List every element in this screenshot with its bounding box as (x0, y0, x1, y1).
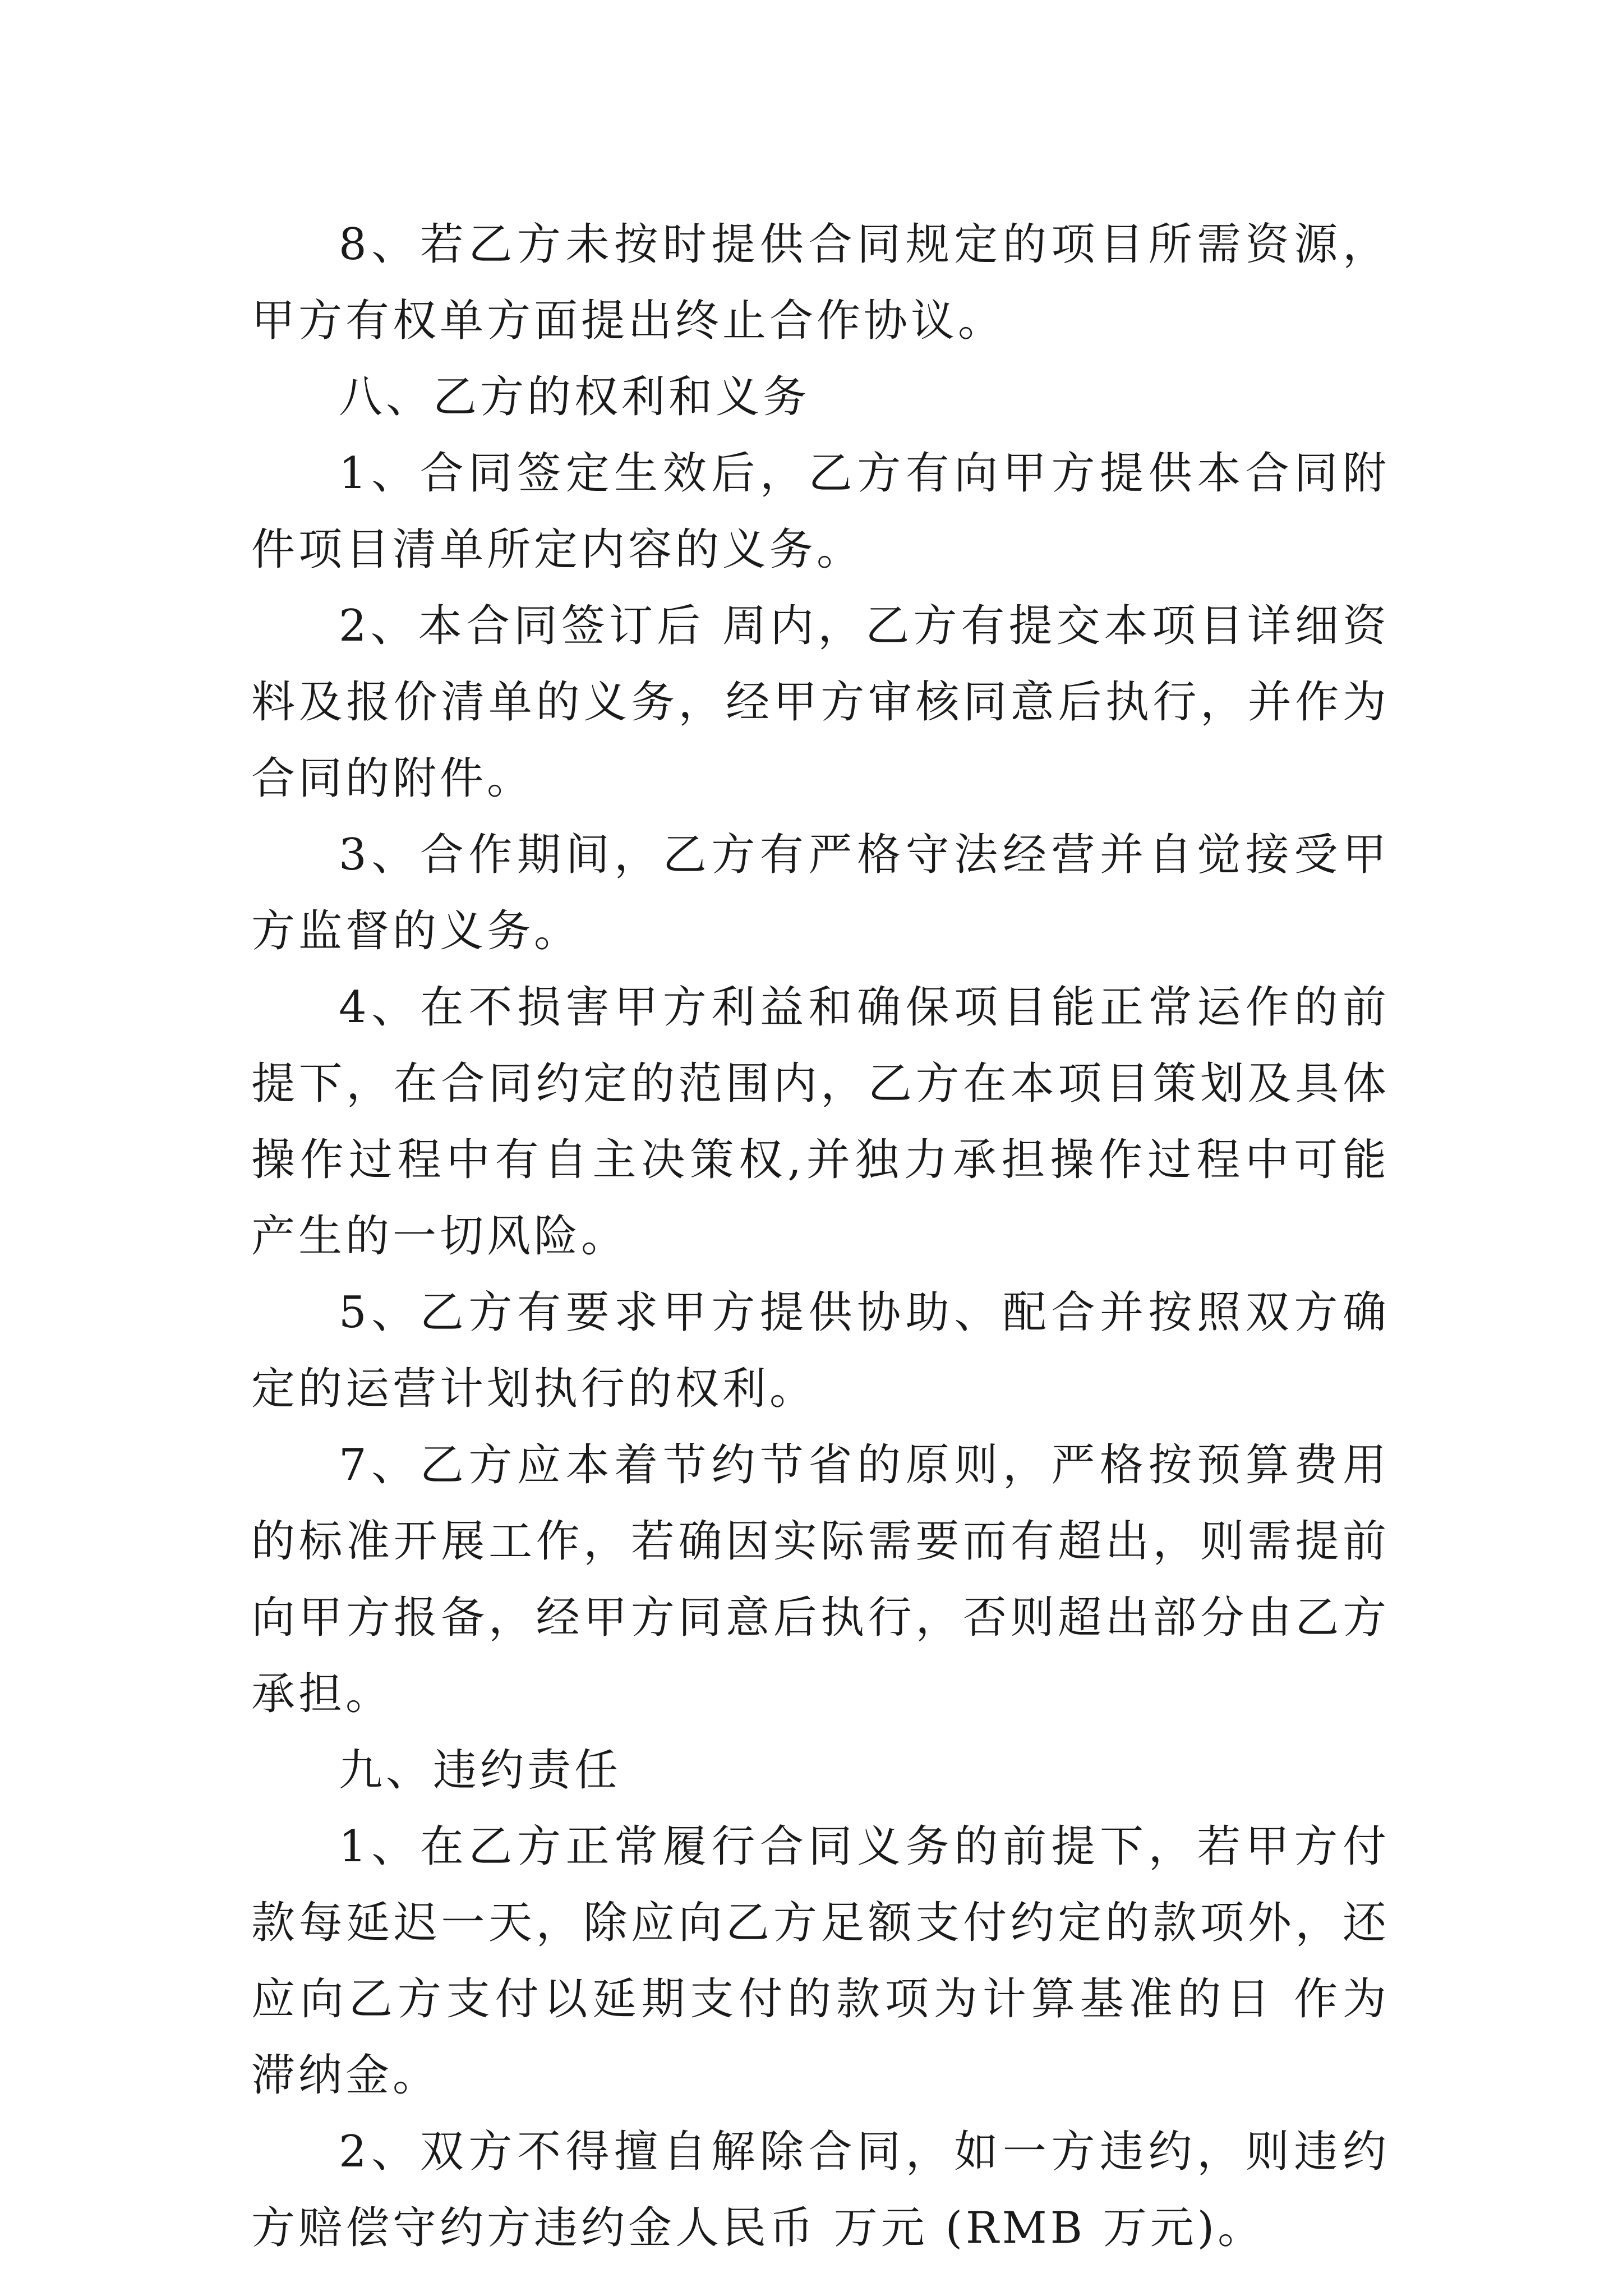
section-heading-9: 九、违约责任 (339, 1745, 622, 1796)
clause-8-4: 4、在不损害甲方利益和确保项目能正常运作的前提下，在合同约定的范围内，乙方在本项目策划及具体操作过程中有自主决策权,并独力承担操作过程中可能产生的一切风险。 (251, 982, 1390, 1262)
clause-8-5: 5、乙方有要求甲方提供协助、配合并按照双方确定的运营计划执行的权利。 (251, 1287, 1390, 1414)
clause-8-3: 3、合作期间，乙方有严格守法经营并自觉接受甲方监督的义务。 (251, 830, 1390, 956)
section-heading-8: 八、乙方的权利和义务 (339, 372, 810, 422)
clause-8-1: 1、合同签定生效后，乙方有向甲方提供本合同附件项目清单所定内容的义务。 (251, 448, 1390, 575)
clause-9-2: 2、双方不得擅自解除合同，如一方违约，则违约方赔偿守约方违约金人民币 万元 (RMB 万元)。 (251, 2127, 1390, 2253)
clause-8-7: 7、乙方应本着节约节省的原则，严格按预算费用的标准开展工作，若确因实际需要而有超出，则需提前向甲方报备，经甲方同意后执行，否则超出部分由乙方承担。 (251, 1440, 1390, 1719)
document-body (251, 206, 1390, 2266)
clause-7-8: 8、若乙方未按时提供合同规定的项目所需资源，甲方有权单方面提出终止合作协议。 (251, 219, 1390, 346)
clause-9-1: 1、在乙方正常履行合同义务的前提下，若甲方付款每延迟一天，除应向乙方足额支付约定的款项外，还应向乙方支付以延期支付的款项为计算基准的日 作为滞纳金。 (251, 1821, 1390, 2101)
clause-8-2: 2、本合同签订后 周内，乙方有提交本项目详细资料及报价清单的义务，经甲方审核同意后执行，并作为合同的附件。 (251, 601, 1390, 804)
